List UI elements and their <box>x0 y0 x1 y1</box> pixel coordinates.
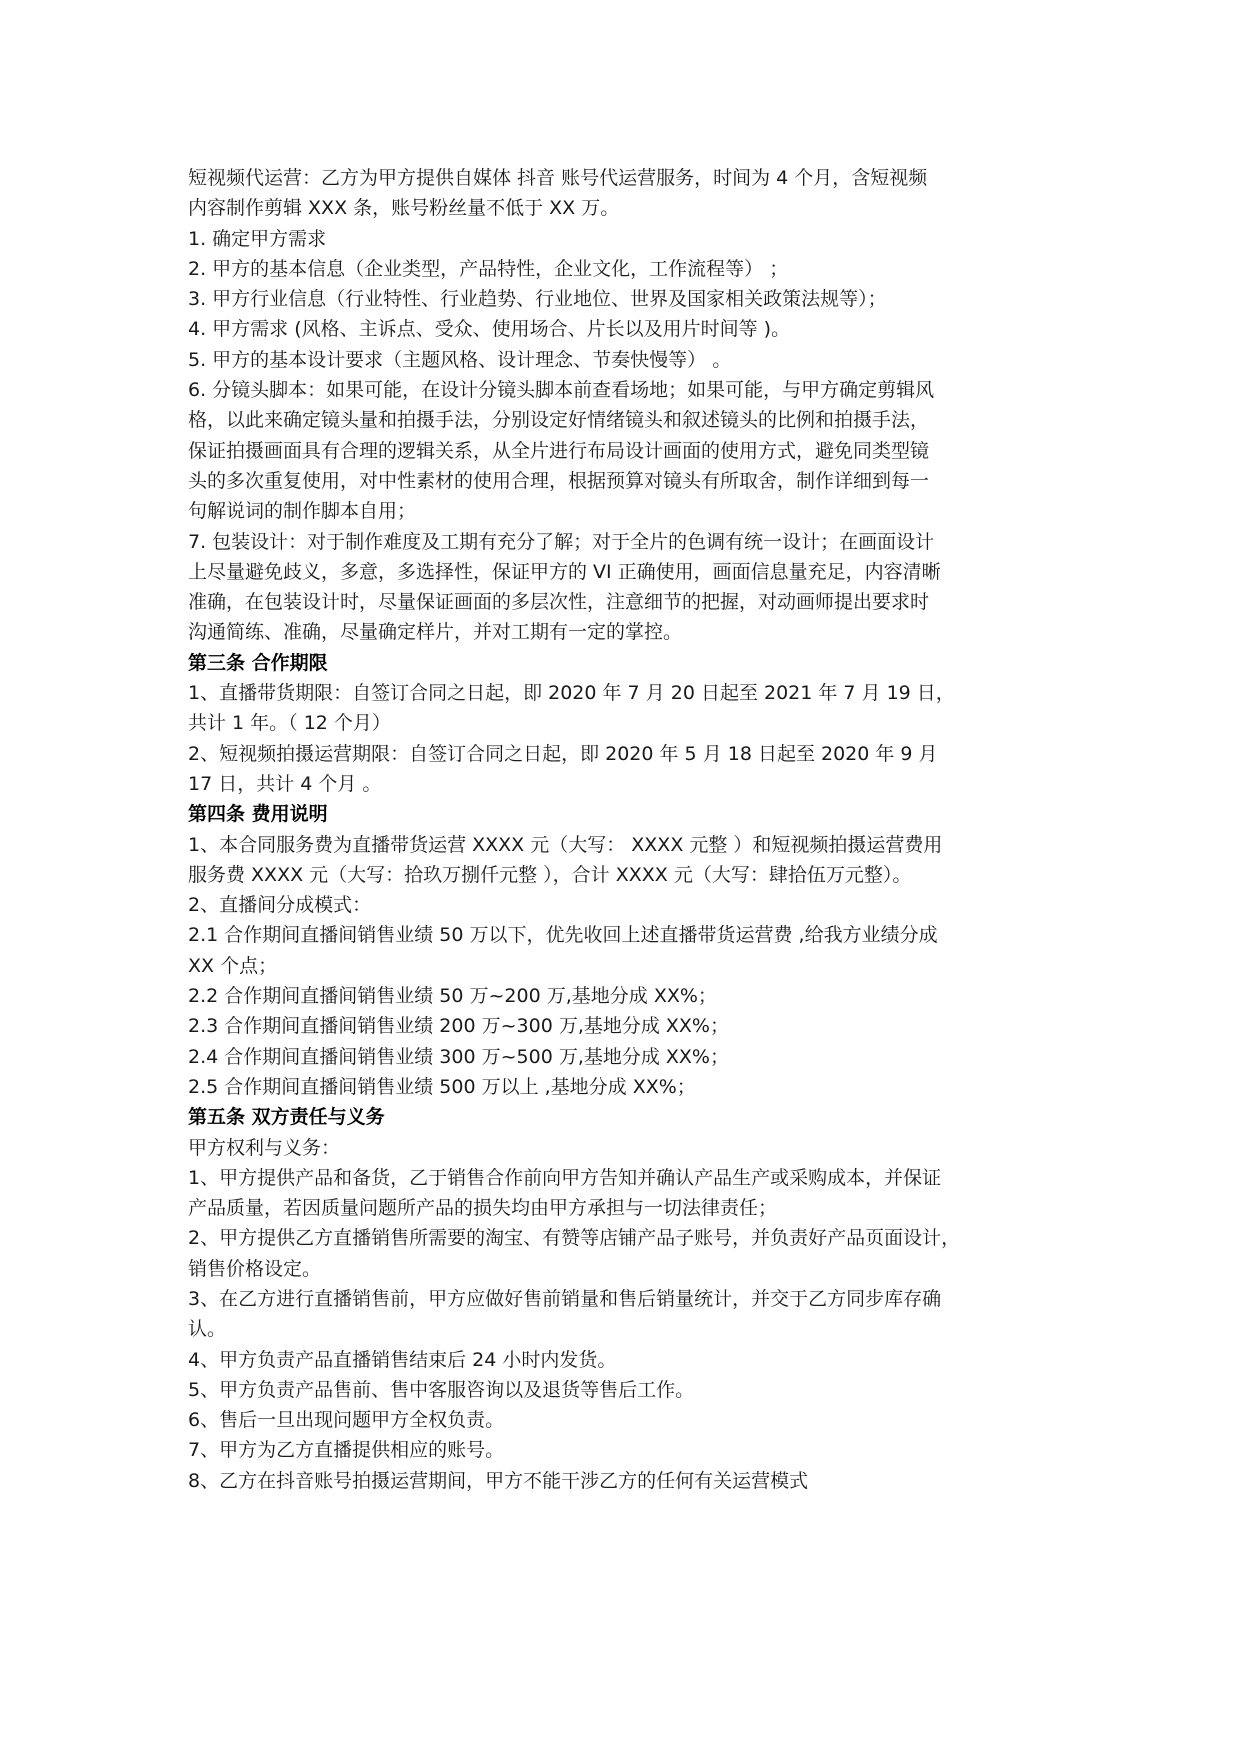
section-heading: 第四条 费用说明 <box>188 803 328 826</box>
text-line: 句解说词的制作脚本自用； <box>188 500 417 523</box>
text-line: 沟通简练、准确，尽量确定样片，并对工期有一定的掌控。 <box>188 621 683 644</box>
text-line: 7. 包装设计：对于制作难度及工期有充分了解；对于全片的色调有统一设计；在画面设计 <box>188 530 935 553</box>
text-line: 17 日，共计 4 个月 。 <box>188 772 382 795</box>
text-line: 产品质量，若因质量问题所产品的损失均由甲方承担与一切法律责任； <box>188 1197 778 1220</box>
text-line: 7、甲方为乙方直播提供相应的账号。 <box>188 1439 505 1462</box>
text-line: 认。 <box>188 1318 227 1341</box>
text-line: XX 个点； <box>188 954 278 977</box>
text-line: 2.2 合作期间直播间销售业绩 50 万~200 万,基地分成 XX%； <box>188 985 717 1008</box>
section-heading: 第五条 双方责任与义务 <box>188 1106 385 1129</box>
text-line: 格，以此来确定镜头量和拍摄手法，分别设定好情绪镜头和叙述镜头的比例和拍摄手法， <box>188 409 930 432</box>
text-line: 1、本合同服务费为直播带货运营 XXXX 元（大写： XXXX 元整 ）和短视频拍摄运营费用 <box>188 833 943 856</box>
text-line: 短视频代运营：乙方为甲方提供自媒体 抖音 账号代运营服务，时间为 4 个月，含短视频 <box>188 167 928 189</box>
text-line: 3. 甲方行业信息（行业特性、行业趋势、行业地位、世界及国家相关政策法规等）； <box>188 288 887 311</box>
text-line: 3、在乙方进行直播销售前，甲方应做好售前销量和售后销量统计，并交于乙方同步库存确 <box>188 1287 942 1310</box>
text-line: 准确，在包装设计时，尽量保证画面的多层次性，注意细节的把握，对动画师提出要求时 <box>188 591 930 614</box>
document-body <box>188 163 1064 1496</box>
text-line: 2、甲方提供乙方直播销售所需要的淘宝、有赞等店铺产品子账号，并负责好产品页面设计， <box>188 1227 961 1250</box>
text-line: 4、甲方负责产品直播销售结束后 24 小时内发货。 <box>188 1348 617 1371</box>
text-line: 1. 确定甲方需求 <box>188 227 327 250</box>
text-line: 2、短视频拍摄运营期限：自签订合同之日起，即 2020 年 5 月 18 日起至 2020 年 9 月 <box>188 742 938 765</box>
text-line: 服务费 XXXX 元（大写：拾玖万捌仟元整 ），合计 XXXX 元（大写：肆拾伍万元整）。 <box>188 863 912 886</box>
text-line: 上尽量避免歧义，多意，多选择性，保证甲方的 VI 正确使用，画面信息量充足，内容清晰 <box>188 560 941 583</box>
text-line: 4. 甲方需求 (风格、主诉点、受众、使用场合、片长以及用片时间等 )。 <box>188 318 791 341</box>
text-line: 销售价格设定。 <box>188 1257 322 1280</box>
text-line: 2.4 合作期间直播间销售业绩 300 万~500 万,基地分成 XX%； <box>188 1045 729 1068</box>
text-line: 1、直播带货期限：自签订合同之日起，即 2020 年 7 月 20 日起至 2021 年 7 月 19 日， <box>188 682 955 705</box>
text-line: 共计 1 年。（ 12 个月） <box>188 712 391 735</box>
text-line: 1、甲方提供产品和备货，乙于销售合作前向甲方告知并确认产品生产或采购成本，并保证 <box>188 1166 942 1189</box>
text-line: 2.3 合作期间直播间销售业绩 200 万~300 万,基地分成 XX%； <box>188 1015 729 1038</box>
section-heading: 第三条 合作期限 <box>188 651 328 674</box>
text-line: 8、乙方在抖音账号拍摄运营期间，甲方不能干涉乙方的任何有关运营模式 <box>188 1469 809 1492</box>
text-line: 头的多次重复使用，对中性素材的使用合理，根据预算对镜头有所取舍，制作详细到每一 <box>188 469 930 492</box>
text-line: 6、售后一旦出现问题甲方全权负责。 <box>188 1409 505 1432</box>
text-line: 2. 甲方的基本信息（企业类型，产品特性，企业文化，工作流程等） ； <box>188 257 789 280</box>
text-line: 2、直播间分成模式： <box>188 894 372 917</box>
text-line: 内容制作剪辑 XXX 条，账号粉丝量不低于 XX 万。 <box>188 197 620 220</box>
text-line: 甲方权利与义务： <box>188 1136 341 1159</box>
text-line: 6. 分镜头脚本：如果可能，在设计分镜头脚本前查看场地；如果可能，与甲方确定剪辑风 <box>188 379 935 402</box>
text-line: 2.5 合作期间直播间销售业绩 500 万以上 ,基地分成 XX%； <box>188 1075 696 1098</box>
text-line: 保证拍摄画面具有合理的逻辑关系，从全片进行布局设计画面的使用方式，避免同类型镜 <box>188 439 930 462</box>
text-line: 5、甲方负责产品售前、售中客服咨询以及退货等售后工作。 <box>188 1378 695 1401</box>
text-line: 2.1 合作期间直播间销售业绩 50 万以下，优先收回上述直播带货运营费 ,给我方业绩分成 <box>188 924 938 947</box>
text-line: 5. 甲方的基本设计要求（主题风格、设计理念、节奏快慢等） 。 <box>188 348 732 371</box>
